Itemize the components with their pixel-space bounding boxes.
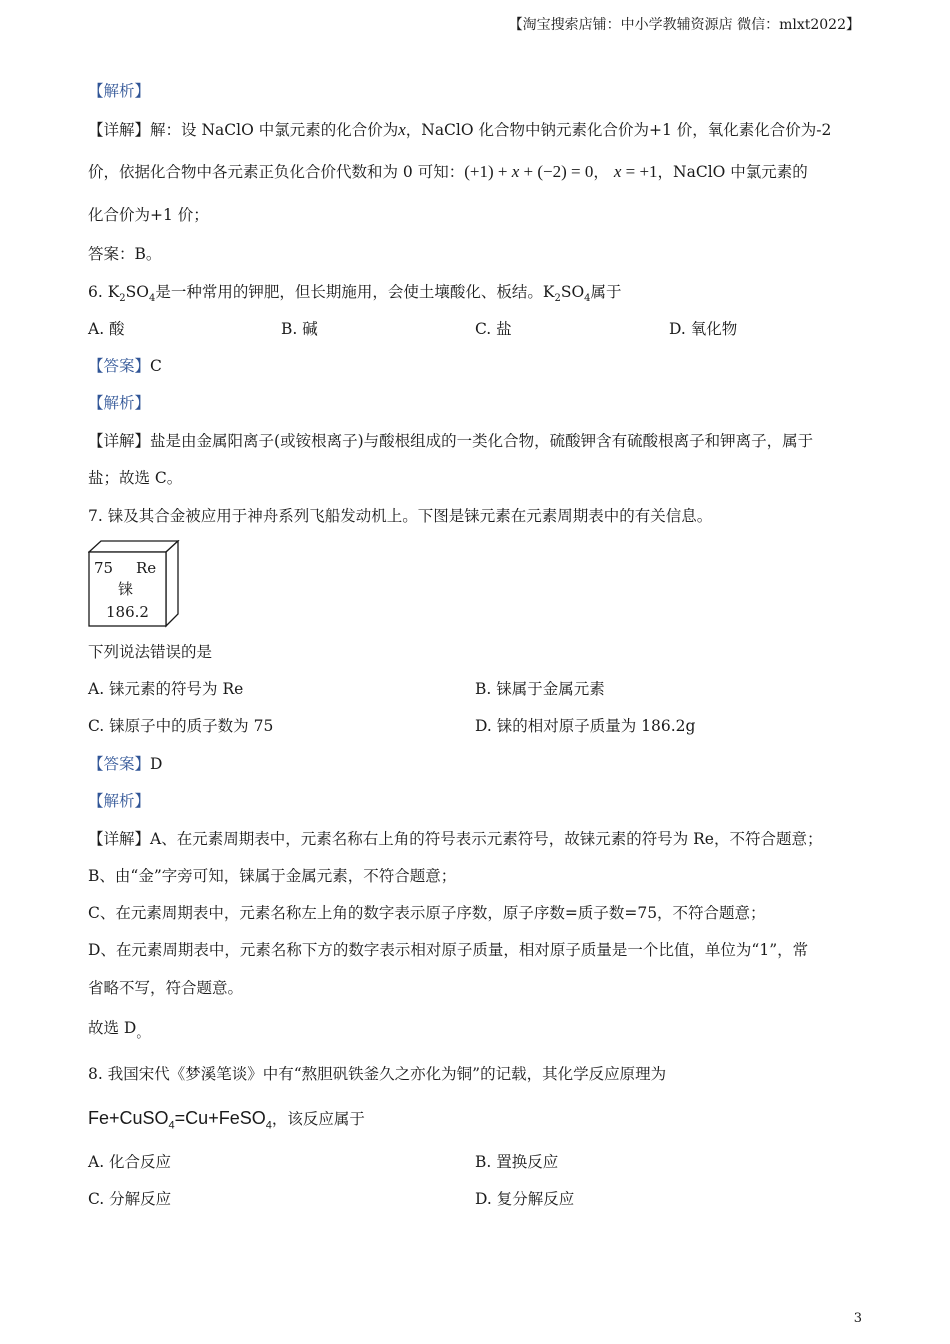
q7-prompt: 下列说法错误的是 bbox=[88, 643, 213, 661]
q5-detail-line-3: 化合价为+1 价； bbox=[88, 206, 209, 224]
q7-detail-line-4: D、在元素周期表中，元素名称下方的数字表示相对原子质量，相对原子质量是一个比值，单位为“1”，常 bbox=[88, 941, 809, 959]
q8-option-b: B. 置换反应 bbox=[475, 1153, 559, 1171]
q6-option-a: A. 酸 bbox=[88, 320, 125, 338]
element-name: 铼 bbox=[118, 580, 134, 598]
q7-option-a: A. 铼元素的符号为 Re bbox=[88, 680, 244, 698]
q7-option-d: D. 铼的相对原子质量为 186.2g bbox=[475, 717, 696, 735]
q7-analysis-label: 【解析】 bbox=[88, 792, 151, 810]
detail-tag: 【详解】 bbox=[88, 121, 151, 139]
q6-option-c: C. 盐 bbox=[475, 320, 512, 338]
q7-detail-line-5: 省略不写，符合题意。 bbox=[88, 979, 244, 997]
element-symbol: Re bbox=[136, 559, 157, 577]
variable-x: x bbox=[398, 120, 406, 139]
page-header: 【淘宝搜索店铺：中小学教辅资源店 微信：mlxt2022】 bbox=[508, 17, 860, 33]
q6-answer: 【答案】C bbox=[88, 357, 162, 375]
q7-conclusion: 故选 $D_。$ bbox=[88, 1019, 150, 1042]
q8-equation: Fe+CuSO$_4$=Cu+FeSO$_4$，该反应属于 bbox=[88, 1108, 365, 1132]
q7-detail-line-3: C、在元素周期表中，元素名称左上角的数字表示原子序数，原子序数=质子数=75，不符合题意； bbox=[88, 904, 766, 922]
q6-option-d: D. 氧化物 bbox=[669, 320, 738, 338]
q8-stem: 8. 我国宋代《梦溪笔谈》中有“熬胆矾铁釜久之亦化为铜”的记载，其化学反应原理为 bbox=[88, 1065, 667, 1083]
q6-stem: 6. $K_2SO_4$是一种常用的钾肥，但长期施用，会使土壤酸化、板结。$K_2SO_4$属于 bbox=[88, 283, 622, 305]
element-atomic-number: 75 bbox=[94, 559, 114, 577]
q7-option-c: C. 铼原子中的质子数为 75 bbox=[88, 717, 274, 735]
element-card-rhenium bbox=[88, 540, 180, 628]
q7-stem: 7. 铼及其合金被应用于神舟系列飞船发动机上。下图是铼元素在元素周期表中的有关信息。 bbox=[88, 507, 713, 525]
element-atomic-mass: 186.2 bbox=[106, 603, 149, 621]
q6-detail-line-2: 盐；故选 C。 bbox=[88, 469, 183, 487]
q7-option-b: B. 铼属于金属元素 bbox=[475, 680, 605, 698]
q8-option-c: C. 分解反应 bbox=[88, 1190, 172, 1208]
q8-option-d: D. 复分解反应 bbox=[475, 1190, 575, 1208]
q6-option-b: B. 碱 bbox=[281, 320, 318, 338]
equation-result: x = +1 bbox=[613, 162, 658, 181]
q6-analysis-label: 【解析】 bbox=[88, 394, 151, 412]
q6-detail-line-1: 【详解】盐是由金属阳离子(或铵根离子)与酸根组成的一类化合物，硫酸钾含有硫酸根离子和钾离子，属于 bbox=[88, 432, 814, 450]
q7-answer: 【答案】D bbox=[88, 755, 163, 773]
q7-detail-line-1: 【详解】A、在元素周期表中，元素名称右上角的符号表示元素符号，故铼元素的符号为 Re，不符合题意； bbox=[88, 830, 823, 848]
page-number: 3 bbox=[853, 1311, 862, 1326]
q5-detail-line-2: 价，依据化合物中各元素正负化合价代数和为 0 可知：(+1) + x + (−2) = 0， x = +1，NaClO 中氯元素的 bbox=[88, 162, 808, 181]
q5-answer: 答案：B。 bbox=[88, 245, 162, 263]
q8-option-a: A. 化合反应 bbox=[88, 1153, 172, 1171]
equation-sum: (+1) + x + (−2) = 0 bbox=[464, 162, 594, 181]
q7-detail-line-2: B、由“金”字旁可知，铼属于金属元素，不符合题意； bbox=[88, 867, 457, 885]
q5-detail-line-1: 【详解】解：设 NaClO 中氯元素的化合价为x，NaClO 化合物中钠元素化合价为+1 价，氧化素化合价为-2 bbox=[88, 120, 832, 139]
q5-analysis-label: 【解析】 bbox=[88, 82, 151, 100]
